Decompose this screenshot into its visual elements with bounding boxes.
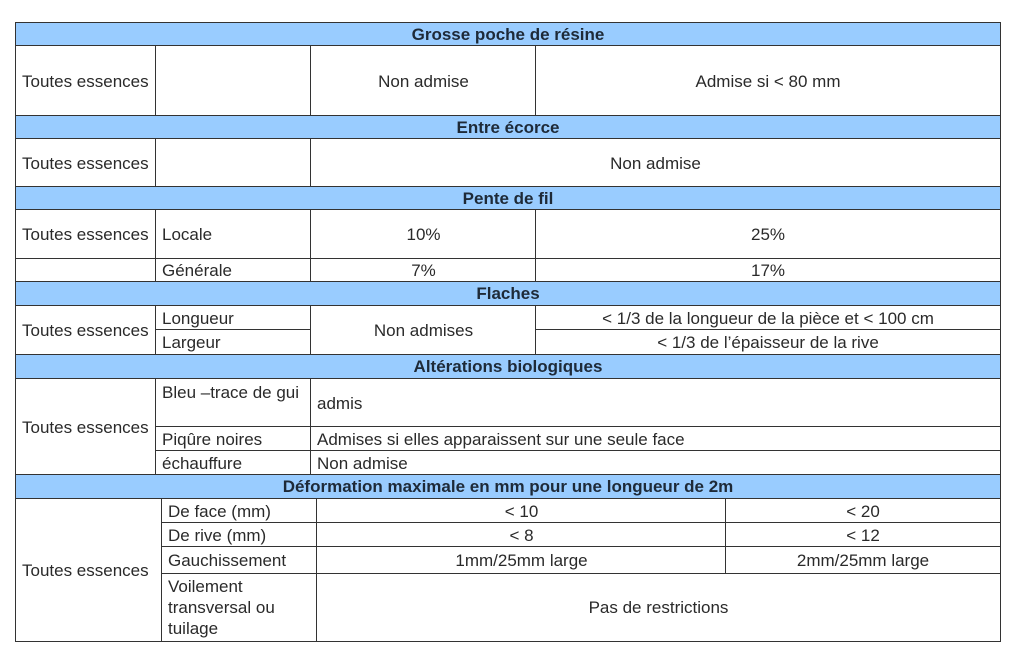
divider [535, 46, 536, 116]
value-cell: Pas de restrictions [588, 598, 729, 617]
species-cell: Toutes essences [22, 71, 149, 91]
divider [155, 46, 156, 116]
criterion-cell: Générale [162, 260, 232, 280]
criterion-cell: Gauchissement [168, 550, 287, 570]
divider [161, 499, 162, 641]
value-cell: 17% [750, 260, 786, 280]
divider [310, 379, 311, 475]
value-cell: < 12 [846, 525, 880, 545]
value-cell: < 8 [509, 525, 534, 545]
value-cell-merged: Non admises [373, 320, 474, 340]
value-cell: 7% [411, 260, 436, 280]
value-cell: < 20 [846, 501, 880, 521]
divider [155, 306, 156, 354]
species-cell: Toutes essences [22, 224, 149, 244]
divider [316, 499, 317, 641]
divider [155, 139, 156, 187]
section-header-max-deformation: Déformation maximale en mm pour une longueur de 2m [16, 474, 1000, 499]
value-cell: < 1/3 de la longueur de la pièce et < 100 cm [602, 308, 934, 328]
criterion-cell: De face (mm) [168, 501, 271, 521]
value-cell: < 1/3 de l’épaisseur de la rive [657, 332, 879, 352]
divider [725, 499, 726, 574]
criterion-cell: Piqûre noires [162, 429, 263, 449]
species-cell [16, 259, 156, 281]
criterion-cell: De rive (mm) [168, 525, 267, 545]
species-cell: Toutes essences [22, 153, 149, 173]
value-cell: Non admise [317, 453, 408, 473]
divider [310, 306, 311, 354]
criterion-cell: Locale [162, 224, 213, 244]
value-cell: Non admise [610, 153, 701, 173]
value-cell: admis [317, 393, 363, 413]
criterion-cell: Bleu –trace de gui [162, 383, 300, 402]
value-cell: 25% [750, 224, 786, 244]
species-cell: Toutes essences [22, 560, 149, 580]
value-cell: Admise si < 80 mm [695, 71, 841, 91]
criterion-cell: échauffure [162, 453, 243, 473]
divider [535, 306, 536, 354]
section-header-grain-slope: Pente de fil [16, 186, 1000, 210]
value-cell: Admises si elles apparaissent sur une seule face [317, 429, 685, 449]
divider [536, 329, 1000, 330]
wood-grading-table [15, 22, 1001, 642]
section-header-resin-pocket: Grosse poche de résine [16, 22, 1000, 46]
section-header-wane: Flaches [16, 281, 1000, 306]
value-cell: Non admise [378, 71, 469, 91]
section-header-biological-alterations: Altérations biologiques [16, 354, 1000, 379]
species-cell: Toutes essences [22, 320, 149, 340]
divider [156, 329, 311, 330]
criterion-cell [156, 46, 311, 116]
value-cell: 2mm/25mm large [796, 550, 930, 570]
value-cell: 1mm/25mm large [455, 550, 588, 570]
criterion-cell [156, 139, 311, 187]
species-cell: Toutes essences [22, 417, 149, 437]
divider [310, 210, 311, 281]
section-header-bark-inclusion: Entre écorce [16, 115, 1000, 139]
divider [310, 139, 311, 187]
criterion-cell: Voilement transversal ou tuilage [168, 577, 275, 638]
divider [535, 210, 536, 281]
criterion-cell: Longueur [162, 308, 234, 328]
divider [310, 46, 311, 116]
divider [155, 379, 156, 475]
value-cell: < 10 [504, 501, 539, 521]
criterion-cell: Largeur [162, 332, 221, 352]
divider [155, 210, 156, 281]
value-cell: 10% [406, 224, 441, 244]
